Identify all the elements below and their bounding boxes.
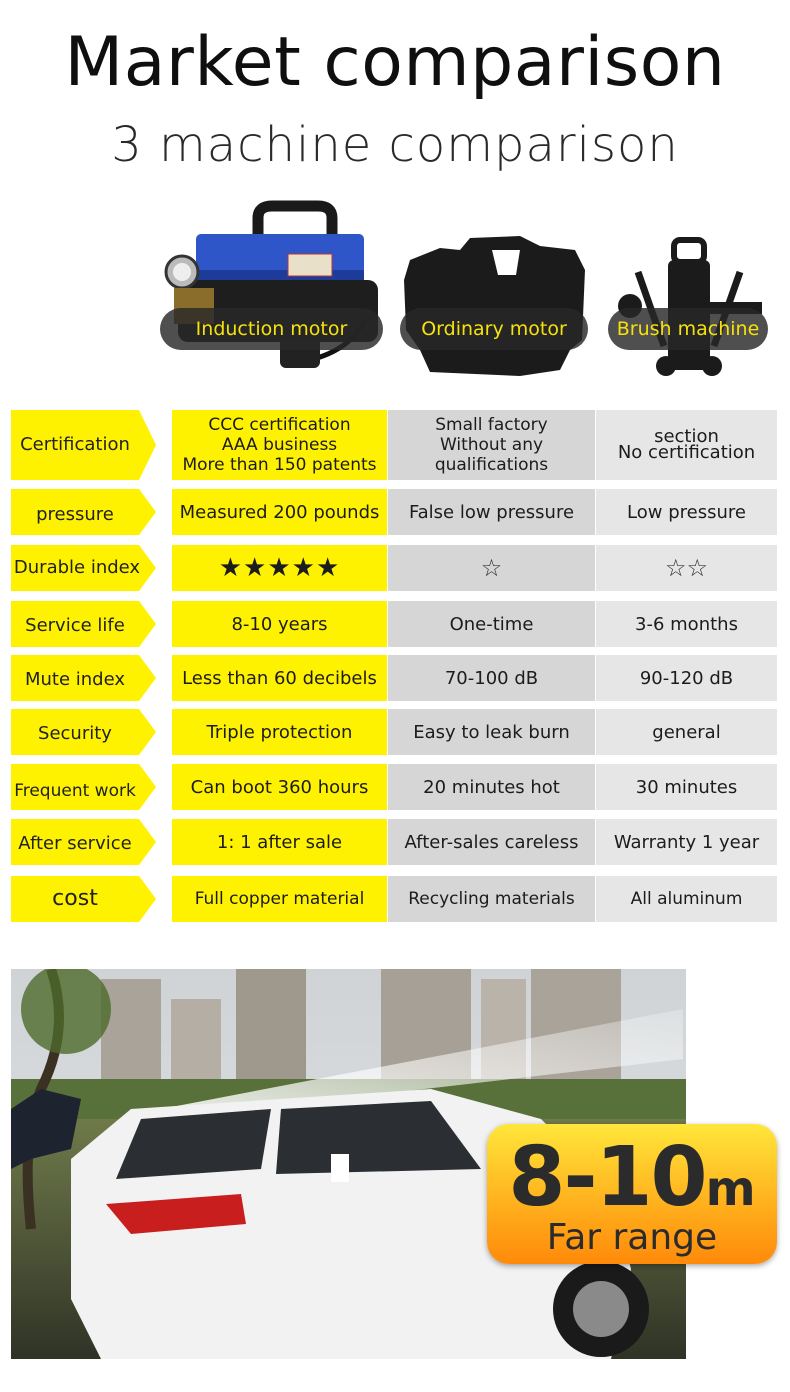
induction-mute-index-cell: Less than 60 decibels [172, 655, 387, 701]
table-row [11, 410, 777, 480]
brush-durable-stars: ☆☆ [596, 545, 777, 591]
table-row [11, 655, 777, 701]
table-row [11, 709, 777, 755]
range-badge [487, 1124, 777, 1264]
ordinary-after-service-cell: After-sales careless [388, 819, 595, 865]
induction-after-service-cell: 1: 1 after sale [172, 819, 387, 865]
ordinary-pressure-cell: False low pressure [388, 489, 595, 535]
product-label-ordinary-motor: Ordinary motor [400, 308, 588, 350]
page-subtitle: 3 machine comparison [111, 117, 679, 173]
table-row [11, 764, 777, 810]
row-label-pressure: pressure [11, 489, 156, 535]
product-label-brush-machine: Brush machine [608, 308, 768, 350]
ordinary-service-life-cell: One-time [388, 601, 595, 647]
table-row [11, 876, 777, 922]
brush-certification-cell: section No certification [596, 410, 777, 480]
brush-cost-cell: All aluminum [596, 876, 777, 922]
induction-motor-product [160, 200, 385, 380]
induction-pressure-cell: Measured 200 pounds [172, 489, 387, 535]
induction-durable-stars: ★★★★★ [172, 545, 387, 591]
ordinary-motor-silhouette [400, 230, 590, 380]
row-label-frequent-work: Frequent work [11, 764, 156, 810]
page-title: Market comparison [64, 23, 726, 102]
table-row [11, 489, 777, 535]
ordinary-frequent-work-cell: 20 minutes hot [388, 764, 595, 810]
row-label-durable-index: Durable index [11, 545, 156, 591]
table-row [11, 601, 777, 647]
induction-frequent-work-cell: Can boot 360 hours [172, 764, 387, 810]
brush-security-cell: general [596, 709, 777, 755]
induction-certification-cell: CCC certification AAA business More than 150 patents [172, 410, 387, 480]
ordinary-certification-cell: Small factory Without any qualifications [388, 410, 595, 480]
ordinary-mute-index-cell: 70-100 dB [388, 655, 595, 701]
table-row [11, 819, 777, 865]
ordinary-motor-product [400, 230, 590, 380]
range-unit: m [705, 1161, 756, 1217]
brush-after-service-cell: Warranty 1 year [596, 819, 777, 865]
induction-cost-cell: Full copper material [172, 876, 387, 922]
ordinary-cost-cell: Recycling materials [388, 876, 595, 922]
row-label-mute-index: Mute index [11, 655, 156, 701]
range-caption: Far range [546, 1217, 718, 1258]
row-label-after-service: After service [11, 819, 156, 865]
ordinary-durable-stars: ☆ [388, 545, 595, 591]
row-label-security: Security [11, 709, 156, 755]
induction-security-cell: Triple protection [172, 709, 387, 755]
table-row [11, 545, 777, 591]
brush-frequent-work-cell: 30 minutes [596, 764, 777, 810]
row-label-cost: cost [11, 876, 156, 922]
product-label-induction-motor: Induction motor [160, 308, 383, 350]
brush-mute-index-cell: 90-120 dB [596, 655, 777, 701]
brush-pressure-cell: Low pressure [596, 489, 777, 535]
ordinary-security-cell: Easy to leak burn [388, 709, 595, 755]
range-value: 8-10m [508, 1130, 756, 1225]
brush-service-life-cell: 3-6 months [596, 601, 777, 647]
induction-motor-image [160, 200, 385, 380]
row-label-certification: Certification [11, 410, 156, 480]
induction-service-life-cell: 8-10 years [172, 601, 387, 647]
row-label-service-life: Service life [11, 601, 156, 647]
